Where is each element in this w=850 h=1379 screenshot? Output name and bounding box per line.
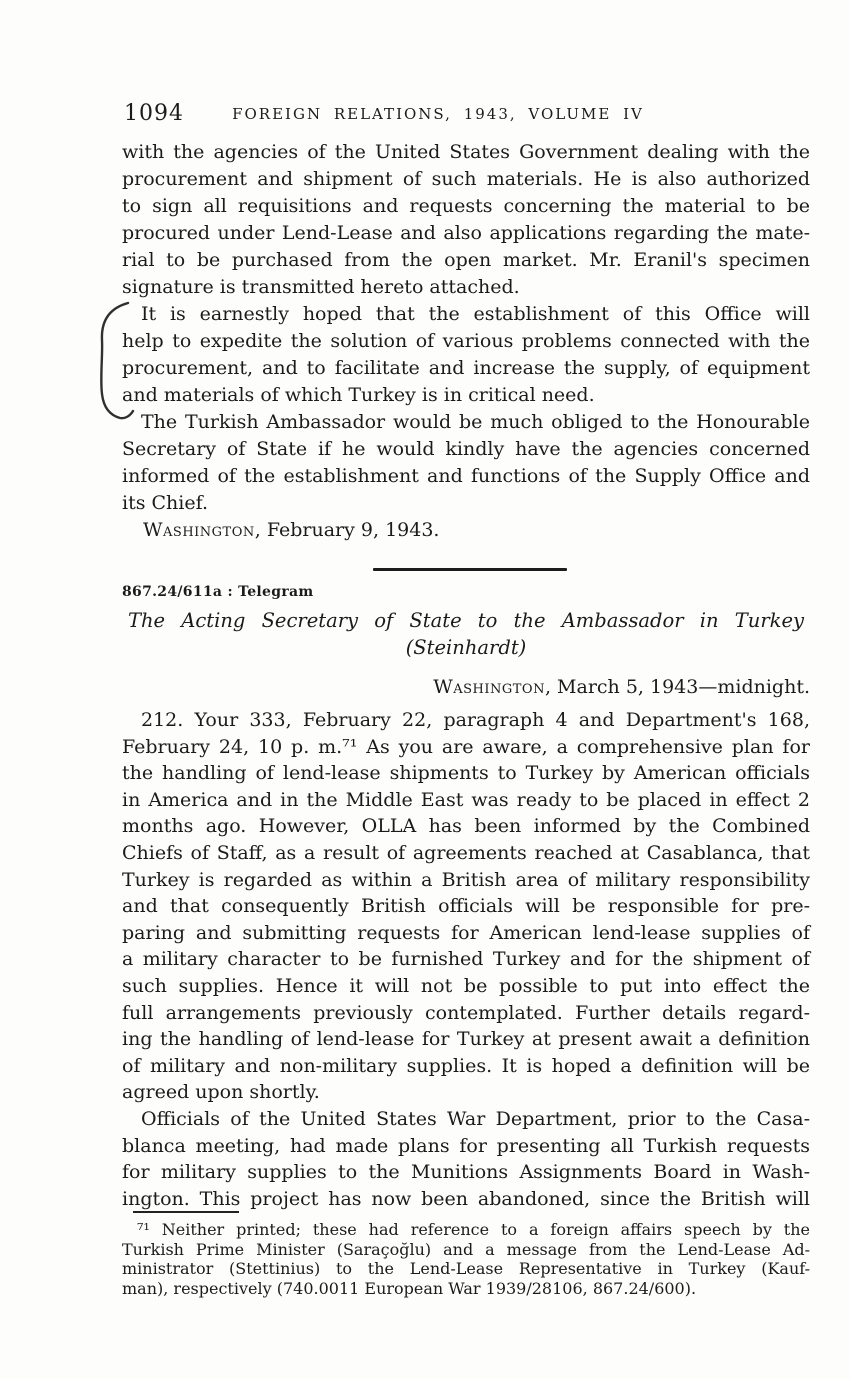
memo-paragraph — [122, 409, 810, 517]
text-line: for military supplies to the Munitions Assignments Board in Wash- — [122, 1161, 810, 1184]
telegram-body — [122, 707, 810, 1212]
text-line: in America and in the Middle East was ready to be placed in effect 2 — [122, 788, 810, 811]
text-line: Officials of the United States War Department, prior to the Casa- — [141, 1107, 810, 1130]
text-line: Chiefs of Staff, as a result of agreements reached at Casablanca, that — [122, 841, 810, 864]
memo-paragraph — [122, 139, 810, 301]
text-line: February 24, 10 p. m.⁷¹ As you are aware, a comprehensive plan for — [122, 735, 810, 758]
text-line: help to expedite the solution of various problems connected with the — [122, 330, 810, 352]
text-line: and materials of which Turkey is in critical need. — [122, 384, 595, 406]
text-line: procured under Lend-Lease and also applications regarding the mate- — [122, 222, 810, 244]
section-divider — [373, 568, 567, 571]
text-line: months ago. However, OLLA has been informed by the Combined — [122, 815, 810, 838]
text-line: It is earnestly hoped that the establishment of this Office will — [141, 303, 810, 325]
text-line: such supplies. Hence it will not be possible to put into effect the — [122, 974, 810, 997]
text-line: paring and submitting requests for American lend-lease supplies of — [122, 921, 810, 944]
text-line: procurement, and to facilitate and increase the supply, of equipment — [122, 357, 810, 379]
text-line: ing the handling of lend-lease for Turkey at present await a definition — [122, 1028, 810, 1051]
text-line: ington. This project has now been abandoned, since the British will — [122, 1187, 810, 1210]
dateline-place: Washington — [143, 519, 255, 541]
dateline-place: Washington — [433, 676, 545, 698]
telegram-section — [122, 583, 810, 1212]
page-number: 1094 — [124, 101, 184, 126]
text-line: of military and non-military supplies. It is hoped a definition will be — [122, 1054, 810, 1077]
text-line: Turkey is regarded as within a British area of military responsibility — [122, 868, 810, 891]
memo-dateline — [122, 517, 810, 544]
dateline-date: , February 9, 1943. — [254, 519, 440, 541]
telegram-dateline — [122, 674, 810, 701]
text-line: agreed upon shortly. — [122, 1081, 320, 1104]
text-line: 212. Your 333, February 22, paragraph 4 and Department's 168, — [141, 709, 810, 731]
text-line: ⁷¹ Neither printed; these had reference to a foreign affairs speech by the — [137, 1220, 810, 1239]
footnote-separator — [133, 1211, 239, 1213]
text-line: and that consequently British officials will be responsible for pre- — [122, 895, 810, 918]
telegram-paragraph — [122, 707, 810, 1106]
text-line: the handling of lend-lease shipments to Turkey by American officials — [122, 762, 810, 785]
text-line: Turkish Prime Minister (Saraçoğlu) and a message from the Lend-Lease Ad- — [122, 1239, 810, 1259]
footnote — [122, 1220, 810, 1298]
telegram-heading: The Acting Secretary of State to the Ambassador in Turkey — [127, 609, 805, 632]
text-line: procurement and shipment of such materials. He is also authorized — [122, 168, 810, 190]
text-line: signature is transmitted hereto attached. — [122, 276, 520, 298]
text-line: man), respectively (740.0011 European War 1939/28106, 867.24/600). — [122, 1278, 697, 1298]
text-line: a military character to be furnished Turkey and for the shipment of — [122, 948, 810, 971]
text-line: blanca meeting, had made plans for presenting all Turkish requests — [122, 1134, 810, 1157]
telegram-subheading: (Steinhardt) — [405, 636, 527, 659]
footnote-paragraph — [122, 1220, 810, 1298]
text-line: to sign all requisitions and requests concerning the material to be — [122, 195, 810, 217]
running-head: FOREIGN RELATIONS, 1943, VOLUME IV — [232, 105, 644, 123]
memo-section — [122, 139, 810, 544]
doc-reference: 867.24/611a : Telegram — [122, 584, 314, 600]
text-line: informed of the establishment and functions of the Supply Office and — [122, 465, 810, 487]
page-header — [122, 101, 810, 129]
text-line: with the agencies of the United States Government dealing with the — [122, 141, 810, 163]
text-line: ministrator (Stettinius) to the Lend-Lease Representative in Turkey (Kauf- — [122, 1259, 810, 1279]
text-line: rial to be purchased from the open market. Mr. Eranil's specimen — [122, 249, 810, 271]
text-line: its Chief. — [122, 492, 208, 514]
dateline-date: , March 5, 1943—midnight. — [544, 676, 810, 698]
memo-paragraph — [122, 301, 810, 409]
telegram-paragraph — [122, 1106, 810, 1212]
text-line: full arrangements previously contemplated. Further details regard- — [122, 1001, 810, 1024]
text-line: The Turkish Ambassador would be much obliged to the Honourable — [141, 411, 810, 433]
text-line: Secretary of State if he would kindly have the agencies concerned — [122, 438, 810, 460]
